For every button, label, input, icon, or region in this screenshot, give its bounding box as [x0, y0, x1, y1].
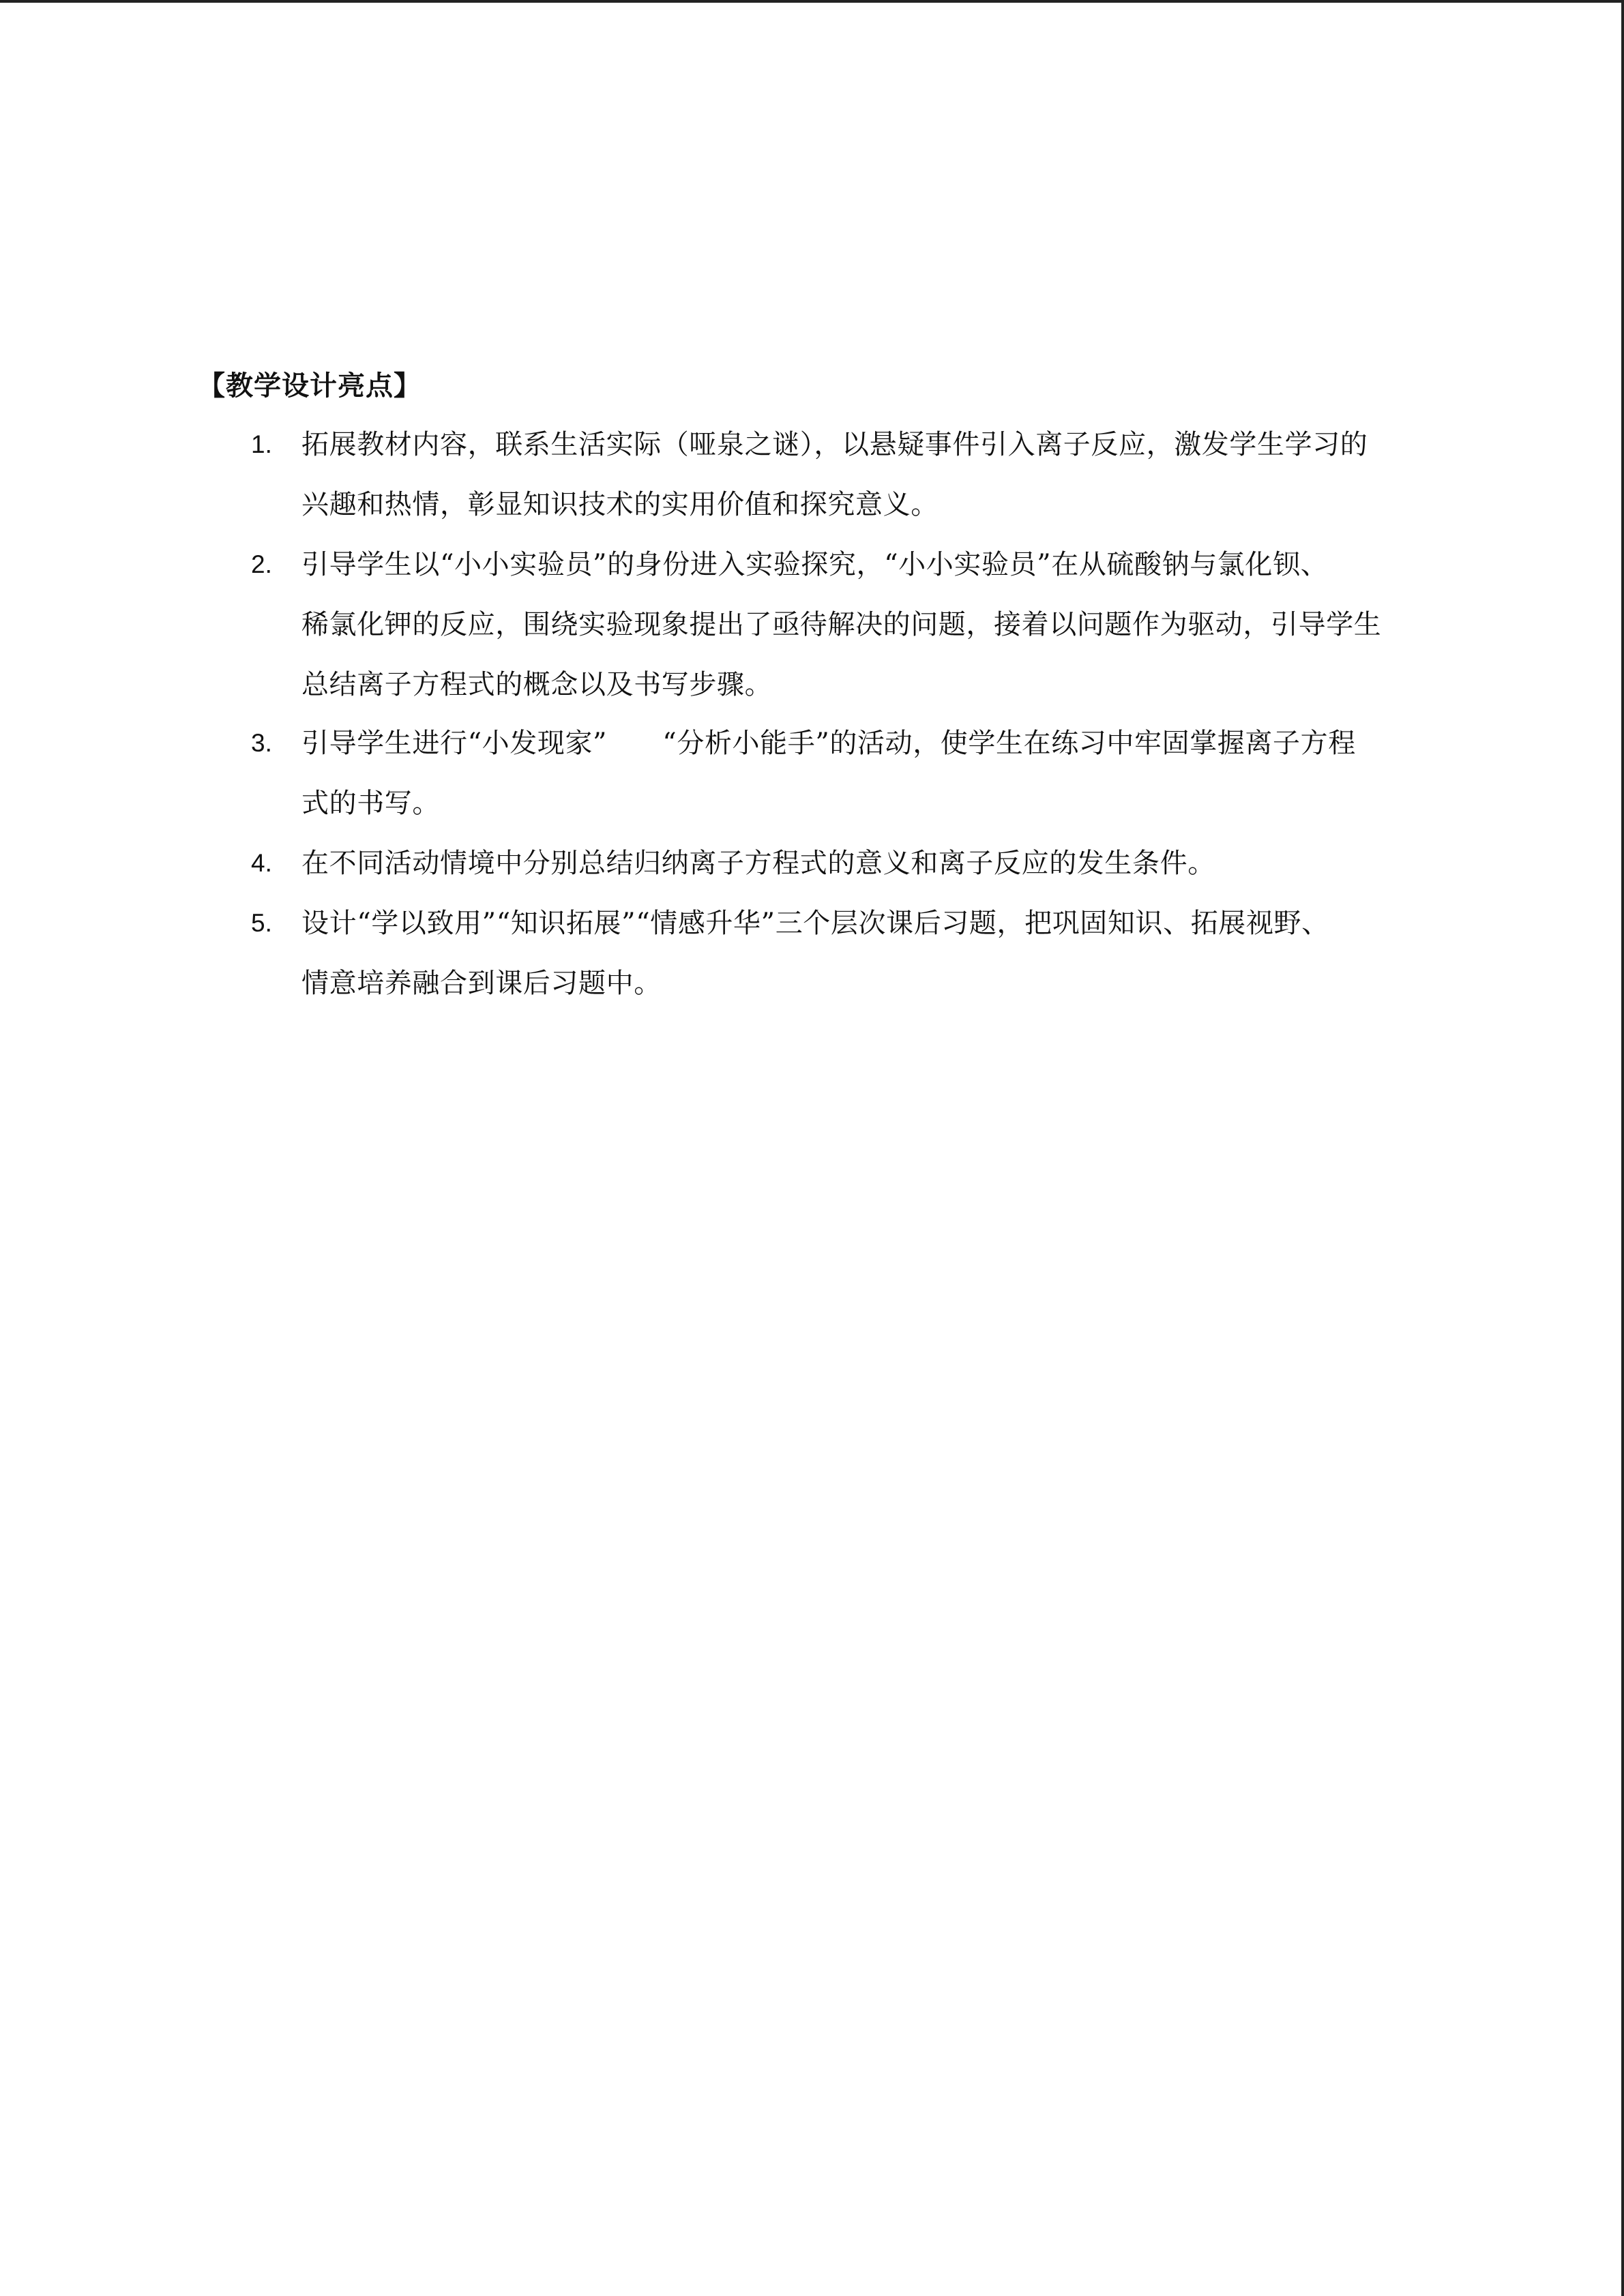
- item-number: 3.: [251, 729, 272, 757]
- item-line: 兴趣和热情，彰显知识技术的实用价值和探究意义。: [301, 489, 939, 520]
- item-number: 5.: [251, 909, 272, 937]
- item-text: [301, 893, 1442, 1013]
- item-text: [301, 535, 1442, 715]
- item-line: 总结离子方程式的概念以及书写步骤。: [301, 669, 773, 700]
- item-line: 稀氯化钾的反应，围绕实验现象提出了亟待解决的问题，接着以问题作为驱动，引导学生: [301, 609, 1382, 640]
- item-line: 情意培养融合到课后习题中。: [301, 968, 662, 999]
- item-number: 4.: [251, 849, 272, 877]
- item-text: [301, 713, 1442, 833]
- item-line: 式的书写。: [301, 788, 440, 819]
- item-line: 拓展教材内容，联系生活实际（哑泉之谜），以悬疑事件引入离子反应，激发学生学习的: [301, 429, 1368, 460]
- item-text: [301, 833, 1442, 893]
- section-title: 【教学设计亮点】: [198, 370, 422, 402]
- item-line: 设计“学以致用”“知识拓展”“情感升华”三个层次课后习题，把巩固知识、拓展视野、: [301, 908, 1329, 939]
- item-number: 1.: [251, 430, 272, 458]
- page-border-right: [1621, 0, 1624, 2296]
- item-text: [301, 415, 1442, 535]
- page-border-top: [0, 0, 1624, 3]
- item-line: 引导学生以“小小实验员”的身份进入实验探究，“小小实验员”在从硫酸钠与氯化钡、: [301, 549, 1329, 580]
- item-line: 在不同活动情境中分别总结归纳离子方程式的意义和离子反应的发生条件。: [301, 848, 1215, 879]
- item-line: 引导学生进行“小发现家” “分析小能手”的活动，使学生在练习中牢固掌握离子方程: [301, 728, 1356, 759]
- item-number: 2.: [251, 550, 272, 578]
